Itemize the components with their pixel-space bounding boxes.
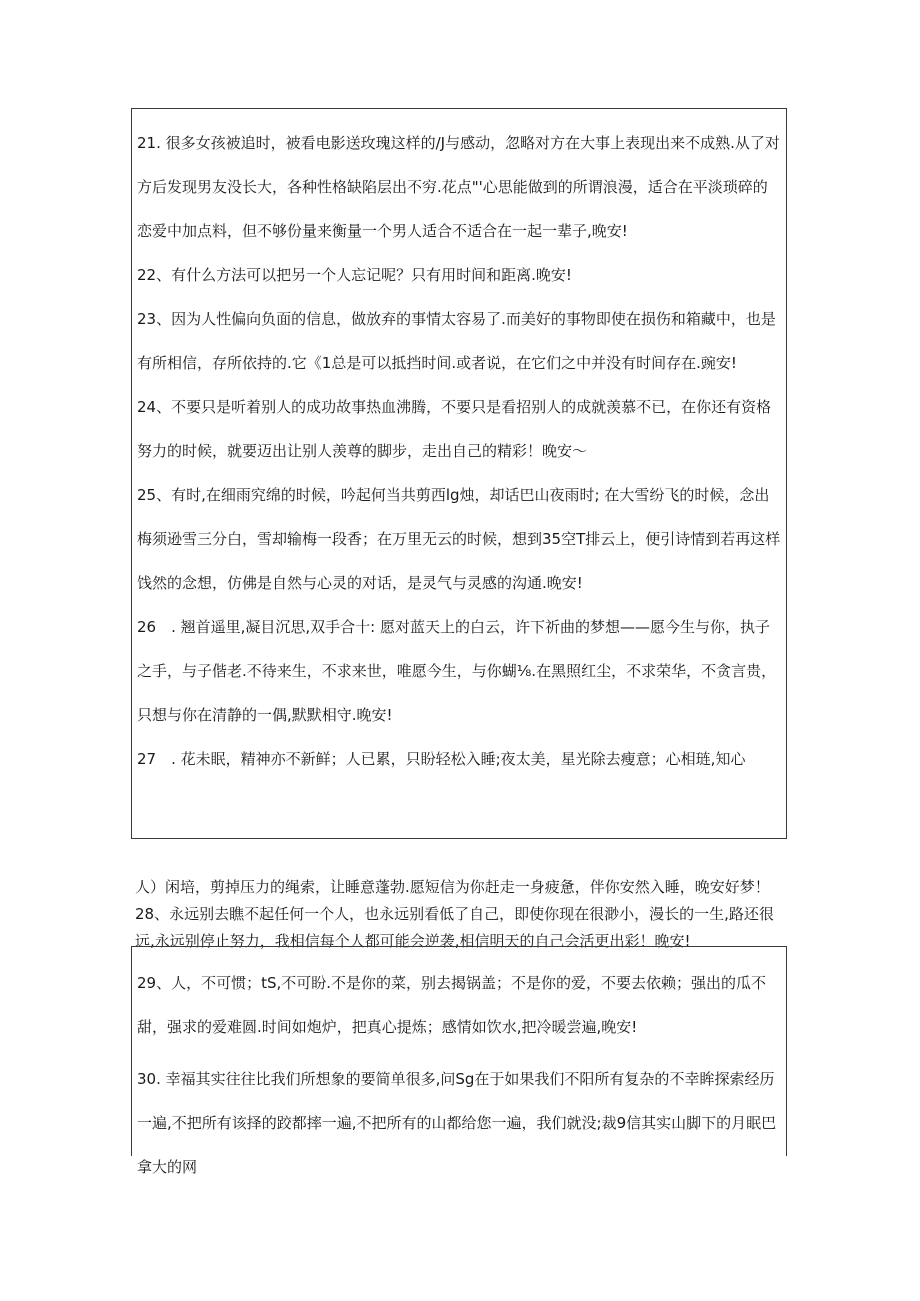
- text-box-upper: [131, 108, 787, 839]
- paragraph-27: 27 . 花未眠，精神亦不新鲜；人已累，只盼轻松入睡;夜太美，星光除去瘦意；心相琏,知心: [137, 750, 746, 768]
- paragraph-loose-28: 人）闲培，剪掉压力的绳索，让睡意蓬勃.愿短信为你赶走一身疲惫，伴你安然入睡，晚安好梦！28、永远别去瞧不起任何一个人，也永远别看低了自己，即使你现在很渺小，漫长的一生,路还很远,永远别停止努力，我相信每个人都可能会逆袭,相信明天的自己会活更出彩！晚安!: [135, 878, 774, 950]
- paragraph-23: 23、因为人性偏向负面的信息，做放弃的事情太容易了.而美好的事物即使在损伤和箱藏中，也是有所相信，存所依持的.它《1总是可以抵挡时间.或者说，在它们之中并没有时间存在.豌安!: [137, 310, 776, 372]
- text-box-lower: [131, 946, 787, 1176]
- paragraph-26: 26 . 翘首遥里,凝目沉思,双手合十: 愿对蓝天上的白云，许下祈曲的梦想——愿今生与你，执子之手，与子偕老.不待来生，不求来世，唯愿今生，与你蝴⅛.在黑照红尘，不求荣华，不贪言贵，只想与你在清静的一偶,默默相守.晚安!: [137, 618, 777, 724]
- paragraph-30: 30. 幸福其实往往比我们所想象的要简单很多,问Sg在于如果我们不阳所有复杂的不幸眸探索经历一遍,不把所有该择的跤都摔一遍,不把所有的山都给您一遍，我们就没;裁9信其实山脚下的月眠巴拿大的网: [137, 1070, 777, 1176]
- paragraph-21: 21. 很多女孩被追时，被看电影送玫瑰这样的/J与感动，忽略对方在大事上表现出来不成熟.从了对方后发现男友没长大，各种性格缺陷层出不穷.花点"'心思能做到的所谓浪漫，适合在平淡琐碎的恋爱中加点料，但不够份量来衡量一个男人适合不适合在一起一辈子,晚安!: [137, 134, 780, 240]
- paragraph-29: 29、人，不可惯；tS,不可盼.不是你的菜，别去揭锅盖；不是你的爱，不要去依赖；强出的瓜不甜，强求的爱难圆.时间如炮炉，把真心提炼；感情如饮水,把冷暖尝遍,晚安!: [137, 974, 767, 1036]
- paragraph-24: 24、不要只是听着别人的成功故事热血沸腾，不要只是看招别人的成就羡慕不已，在你还有资格努力的时候，就要迈出让别人羡尊的脚步，走出自己的精彩！晚安〜: [137, 398, 772, 460]
- paragraph-22: 22、有什么方法可以把另一个人忘记呢？只有用时间和距离.晚安!: [137, 266, 572, 284]
- paragraph-25: 25、有时,在细雨究绵的时候，吟起何当共剪西lg烛，却话巴山夜雨时; 在大雪纷飞的时候，念出梅须逊雪三分白，雪却输梅一段香；在万里无云的时候，想到35空T排云上，便引诗情到若再这样饯然的念想，仿佛是自然与心灵的对话，是灵气与灵感的沟通.晚安!: [137, 486, 781, 592]
